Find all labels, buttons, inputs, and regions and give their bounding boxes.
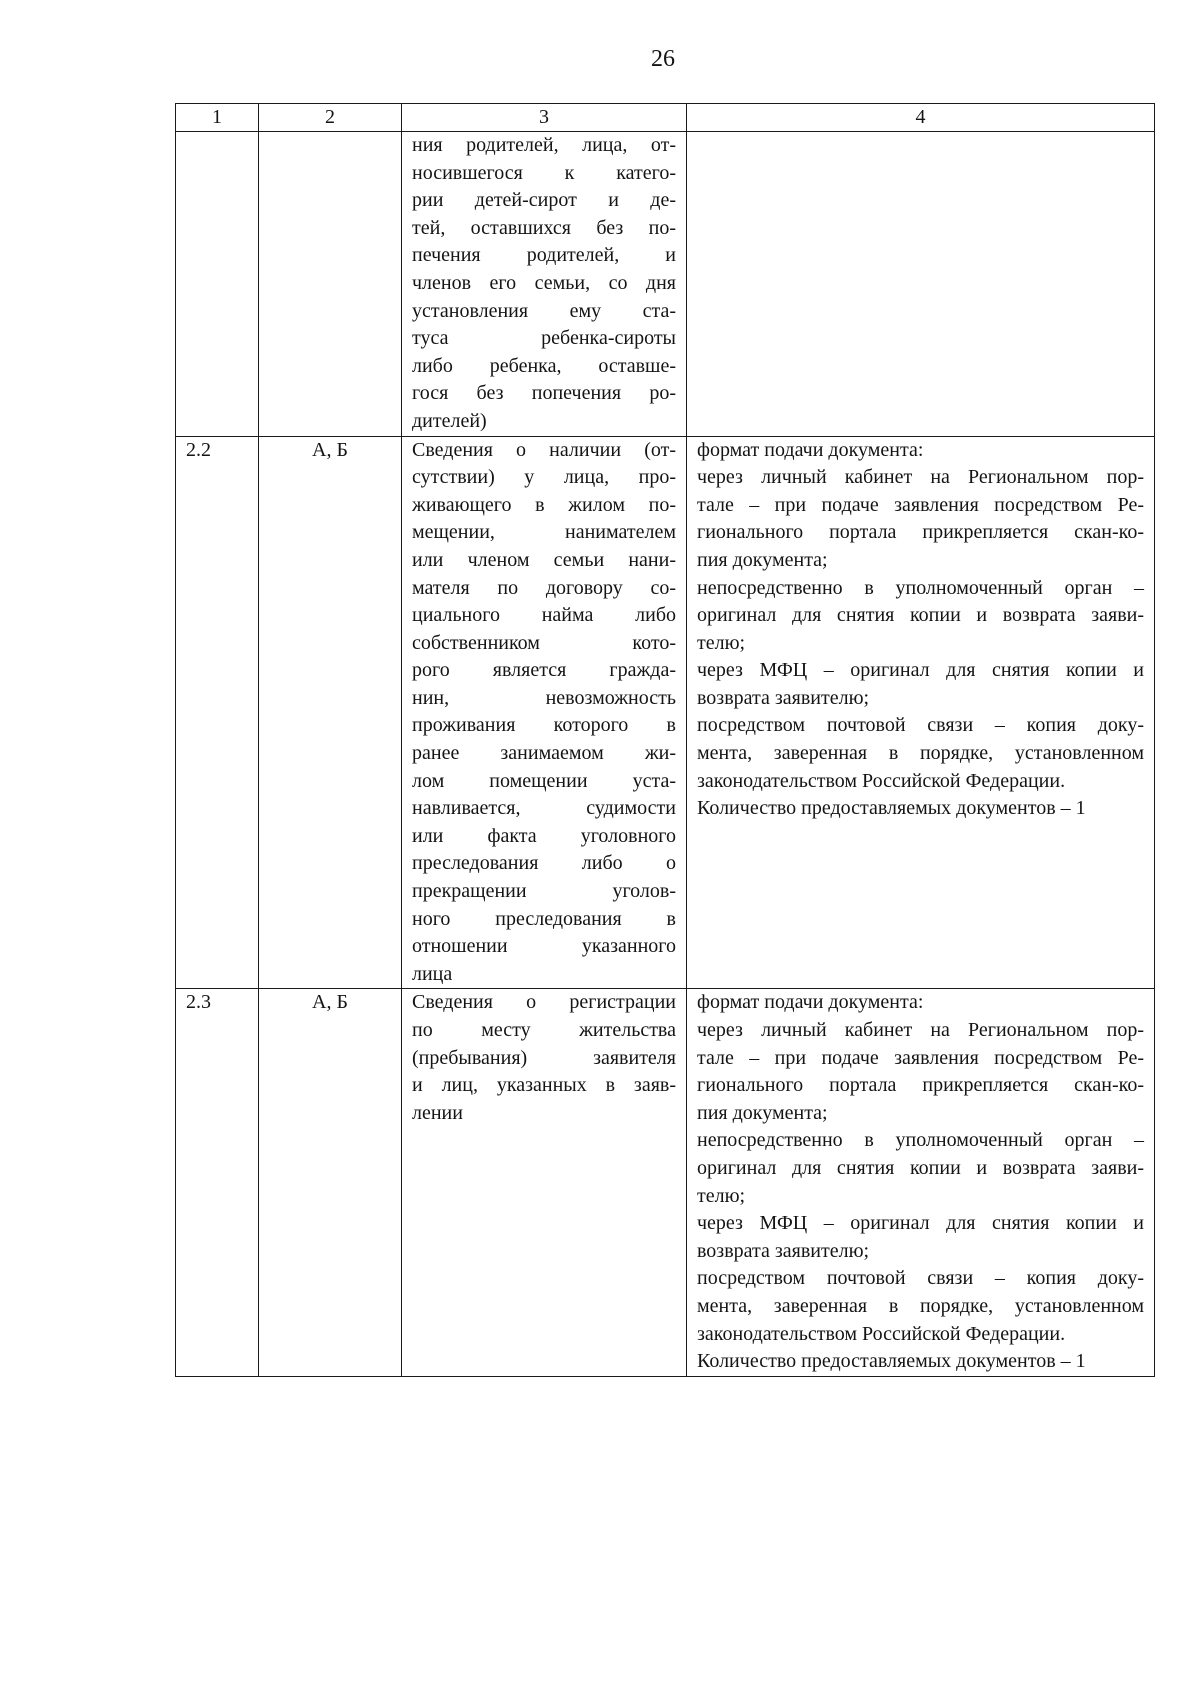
table-row <box>176 989 1155 1376</box>
text-line: лом помещении уста- <box>412 769 676 792</box>
document-table <box>175 103 1155 1377</box>
text-line: гионального портала прикрепляется скан-ко- <box>697 521 1144 544</box>
text-line: через МФЦ – оригинал для снятия копии и <box>697 659 1144 682</box>
row-number-cell: 2.2 <box>176 436 259 989</box>
header-cell-4: 4 <box>687 104 1155 132</box>
text-line: формат подачи документа: <box>697 438 924 461</box>
text-line: Количество предоставляемых документов – 1 <box>697 1350 1086 1373</box>
format-cell <box>687 436 1155 989</box>
text-line: мещении, нанимателем <box>412 521 676 544</box>
text-line: пия документа; <box>697 1101 828 1124</box>
row-number-cell <box>176 132 259 437</box>
page-number: 26 <box>651 46 675 72</box>
header-cell-2: 2 <box>259 104 402 132</box>
format-cell <box>687 989 1155 1376</box>
description-text <box>412 989 676 1127</box>
text-line: преследования либо о <box>412 852 676 875</box>
description-cell <box>402 132 687 437</box>
text-line: рии детей-сирот и де- <box>412 189 676 212</box>
text-line: или факта уголовного <box>412 824 676 847</box>
text-line: через личный кабинет на Региональном пор- <box>697 466 1144 489</box>
text-line: мателя по договору со- <box>412 576 676 599</box>
header-cell-3: 3 <box>402 104 687 132</box>
text-line: лица <box>412 962 453 985</box>
format-text <box>697 989 1144 1375</box>
text-line: сутствии) у лица, про- <box>412 466 676 489</box>
text-line: либо ребенка, оставше- <box>412 354 676 377</box>
table-header-row <box>176 104 1155 132</box>
text-line: тей, оставшихся без по- <box>412 216 676 239</box>
text-line: через личный кабинет на Региональном пор- <box>697 1019 1144 1041</box>
text-line: по месту жительства <box>412 1019 676 1041</box>
text-line: Количество предоставляемых документов – 1 <box>697 797 1086 820</box>
text-line: мента, заверенная в порядке, установленном <box>697 1294 1144 1317</box>
text-line: непосредственно в уполномоченный орган – <box>697 1129 1144 1152</box>
text-line: через МФЦ – оригинал для снятия копии и <box>697 1212 1144 1235</box>
text-line: ного преследования в <box>412 907 676 930</box>
text-line: телю; <box>697 631 746 654</box>
table-row <box>176 436 1155 989</box>
text-line: тале – при подаче заявления посредством Ре- <box>697 493 1144 516</box>
text-line: пия документа; <box>697 548 828 571</box>
text-line: (пребывания) заявителя <box>412 1046 676 1069</box>
text-line: лении <box>412 1101 463 1124</box>
text-line: ранее занимаемом жи- <box>412 742 676 765</box>
description-cell <box>402 989 687 1376</box>
description-text <box>412 132 676 436</box>
text-line: формат подачи документа: <box>697 991 924 1014</box>
text-line: посредством почтовой связи – копия доку- <box>697 1267 1144 1290</box>
text-line: или членом семьи нани- <box>412 548 676 571</box>
text-line: гося без попечения ро- <box>412 382 676 405</box>
text-line: печения родителей, и <box>412 244 676 267</box>
text-line: мента, заверенная в порядке, установленном <box>697 742 1144 765</box>
text-line: непосредственно в уполномоченный орган – <box>697 576 1144 599</box>
text-line: оригинал для снятия копии и возврата заяви- <box>697 604 1144 627</box>
text-line: возврата заявителю; <box>697 686 870 709</box>
category-cell: А, Б <box>259 436 402 989</box>
text-line: установления ему ста- <box>412 299 676 322</box>
text-line: гионального портала прикрепляется скан-ко- <box>697 1074 1144 1097</box>
text-line: туса ребенка-сироты <box>412 327 676 350</box>
text-line: законодательством Российской Федерации. <box>697 769 1066 792</box>
description-text <box>412 437 676 989</box>
text-line: носившегося к катего- <box>412 161 676 184</box>
text-line: отношении указанного <box>412 935 676 958</box>
text-line: законодательством Российской Федерации. <box>697 1322 1066 1345</box>
text-line: Сведения о регистрации <box>412 991 676 1014</box>
text-line: членов его семьи, со дня <box>412 271 676 294</box>
text-line: навливается, судимости <box>412 797 676 820</box>
text-line: Сведения о наличии (от- <box>412 438 676 461</box>
category-cell: А, Б <box>259 989 402 1376</box>
text-line: возврата заявителю; <box>697 1239 870 1262</box>
text-line: рого является гражда- <box>412 659 676 682</box>
text-line: и лиц, указанных в заяв- <box>412 1074 676 1097</box>
header-cell-1: 1 <box>176 104 259 132</box>
text-line: проживания которого в <box>412 714 676 737</box>
description-cell <box>402 436 687 989</box>
text-line: ния родителей, лица, от- <box>412 134 676 156</box>
text-line: нин, невозможность <box>412 686 676 709</box>
text-line: посредством почтовой связи – копия доку- <box>697 714 1144 737</box>
text-line: телю; <box>697 1184 746 1207</box>
format-cell <box>687 132 1155 437</box>
text-line: прекращении уголов- <box>412 880 676 903</box>
format-text <box>697 437 1144 823</box>
text-line: циального найма либо <box>412 604 676 627</box>
text-line: собственником кото- <box>412 631 676 654</box>
text-line: тале – при подаче заявления посредством Ре- <box>697 1046 1144 1069</box>
text-line: дителей) <box>412 409 487 432</box>
text-line: живающего в жилом по- <box>412 493 676 516</box>
row-number-cell: 2.3 <box>176 989 259 1376</box>
category-cell <box>259 132 402 437</box>
text-line: оригинал для снятия копии и возврата заяви- <box>697 1156 1144 1179</box>
table-row <box>176 132 1155 437</box>
